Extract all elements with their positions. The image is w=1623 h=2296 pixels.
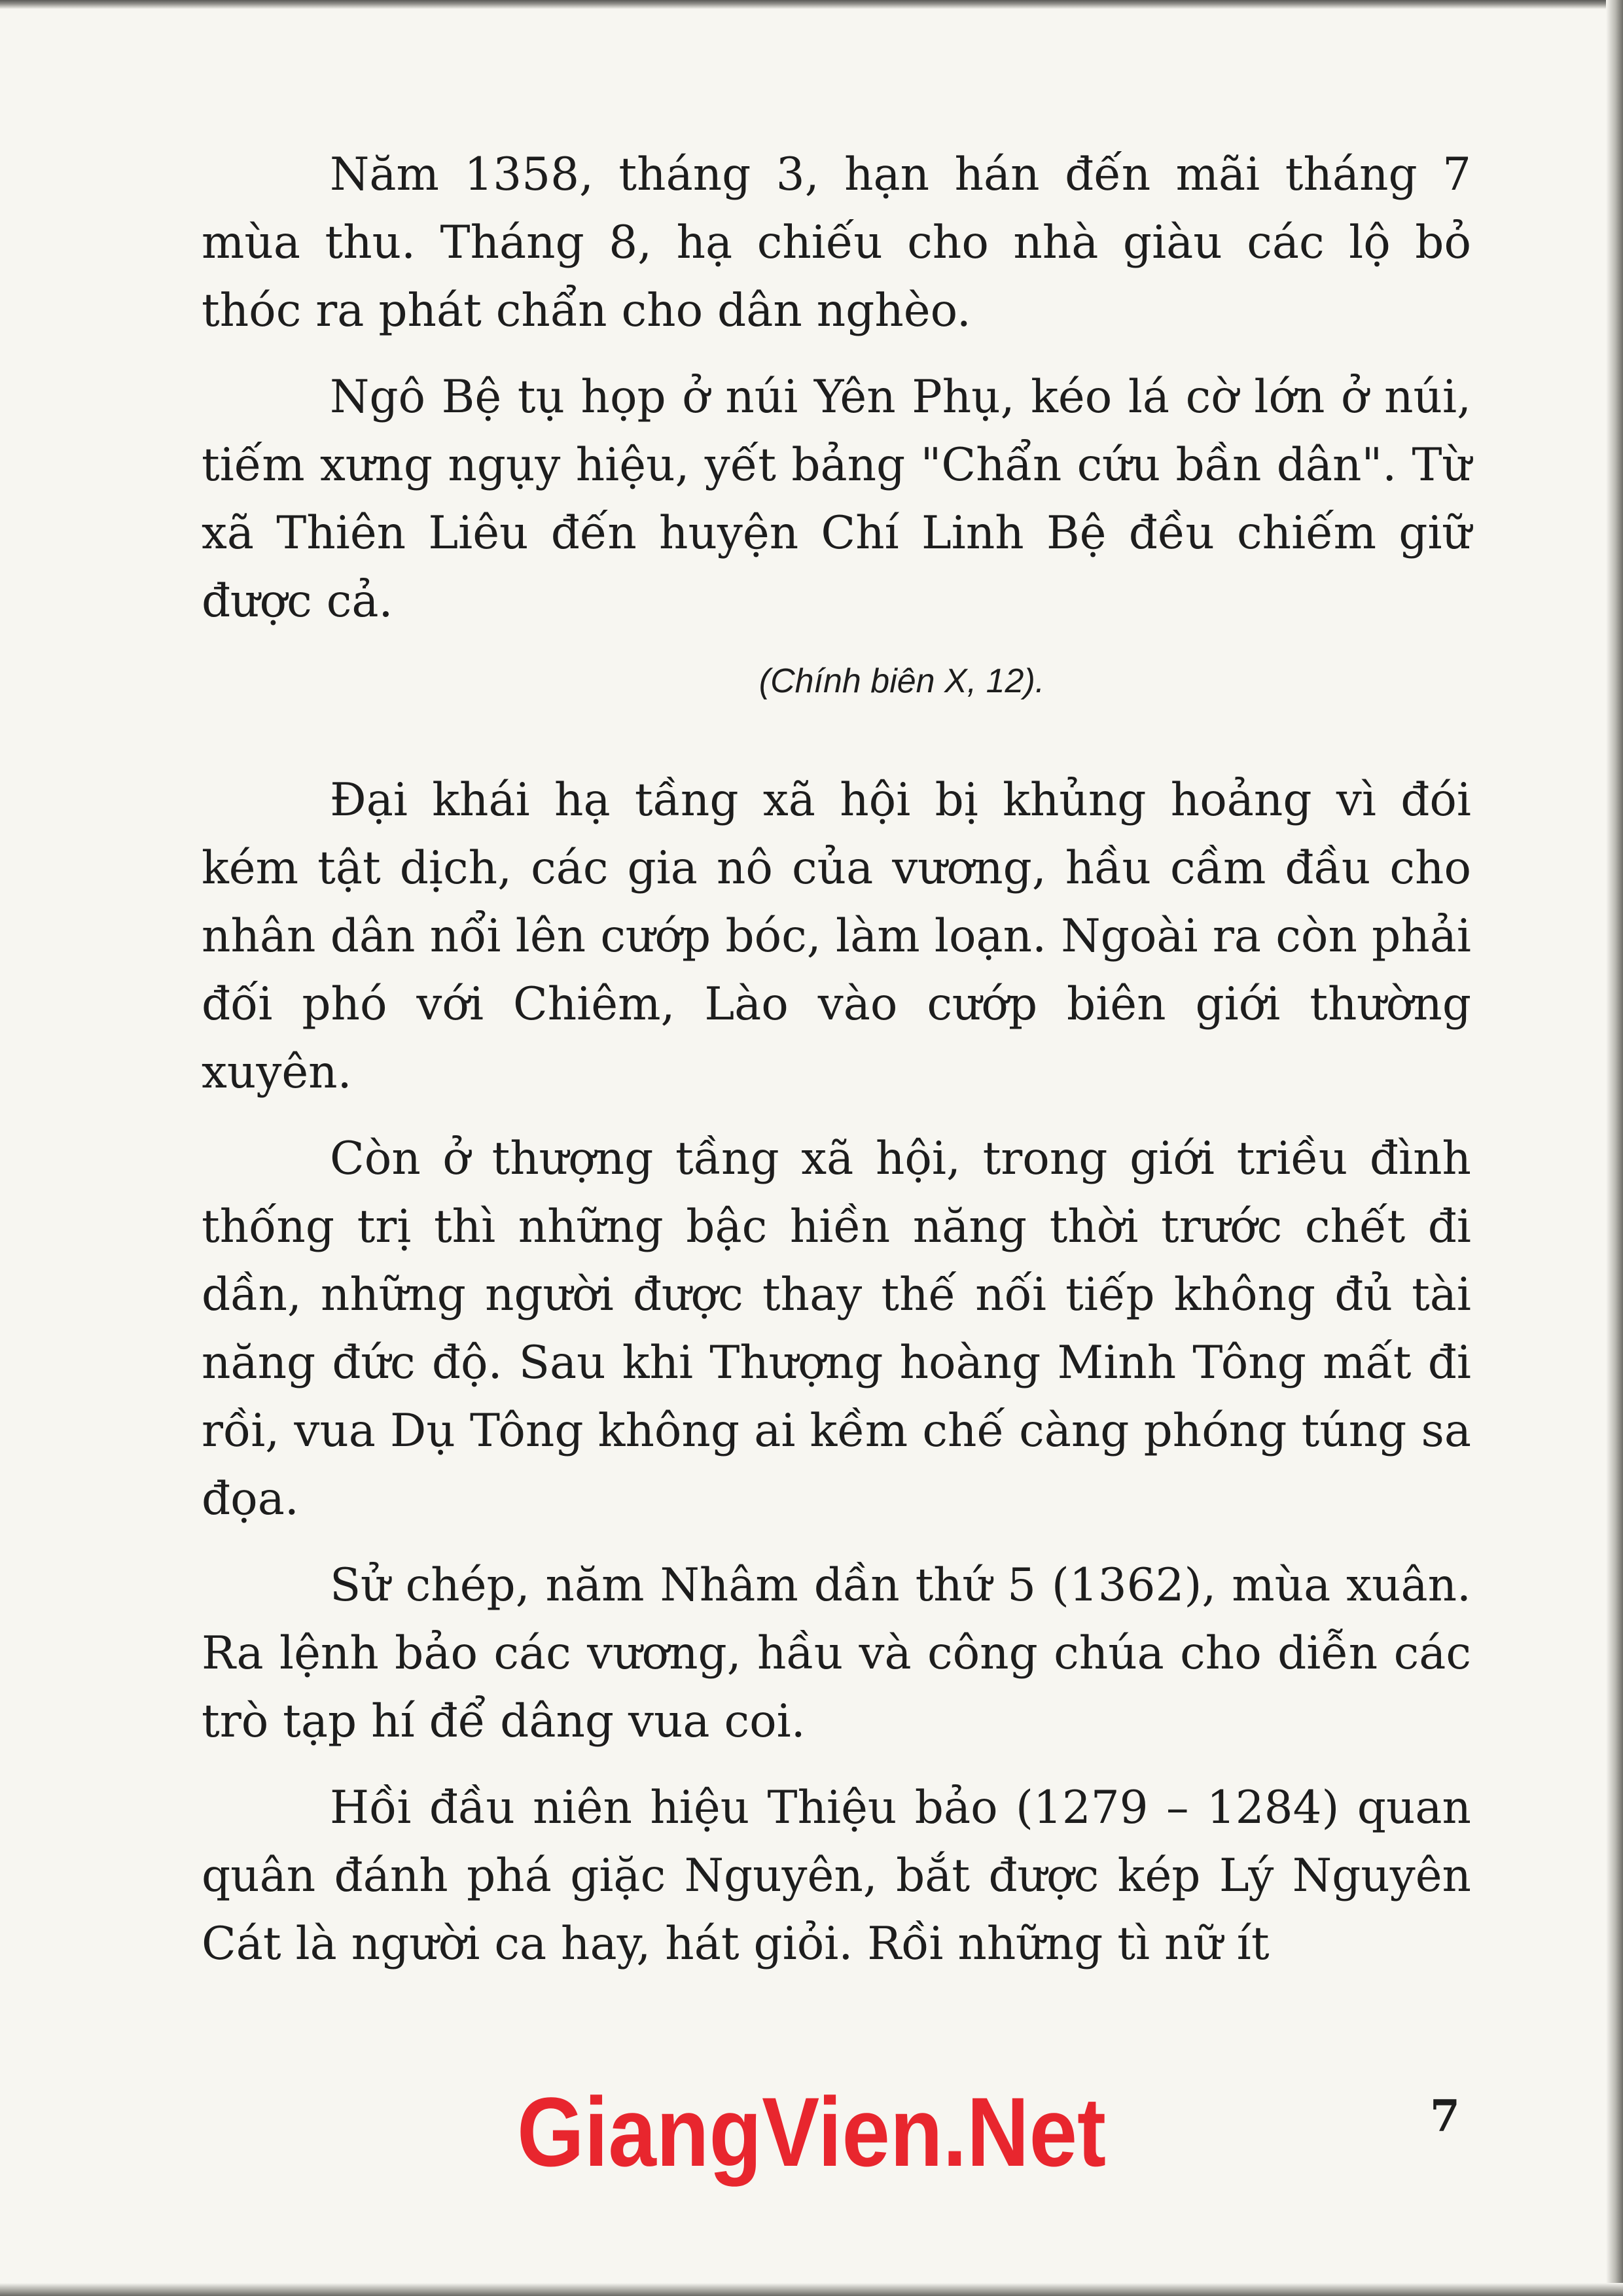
watermark-text: GiangVien.Net [517, 2077, 1106, 2187]
paragraph-3: Đại khái hạ tầng xã hội bị khủng hoảng vì đói kém tật dịch, các gia nô của vương, hầu cầm đầu cho nhân dân nổi lên cướp bóc, làm loạn. Ngoài ra còn phải đối phó với Chiêm, Lào vào cướp biên giới thường xuyên. [202, 774, 1471, 1099]
paragraph-6: Hồi đầu niên hiệu Thiệu bảo (1279 – 1284) quan quân đánh phá giặc Nguyên, bắt được kép Lý Nguyên Cát là người ca hay, hát giỏi. Rồi những tì nữ ít [202, 1782, 1471, 1970]
paragraph-2: Ngô Bệ tụ họp ở núi Yên Phụ, kéo lá cờ lớn ở núi, tiếm xưng ngụy hiệu, yết bảng "Chẩn cứu bần dân". Từ xã Thiên Liêu đến huyện Chí Linh Bệ đều chiếm giữ được cả. [202, 371, 1471, 627]
watermark-logo [497, 2068, 1126, 2199]
scan-right-edge [1606, 0, 1623, 2296]
paragraph-5: Sử chép, năm Nhâm dần thứ 5 (1362), mùa xuân. Ra lệnh bảo các vương, hầu và công chúa cho diễn các trò tạp hí để dâng vua coi. [202, 1559, 1471, 1748]
page-number: 7 [1430, 2091, 1460, 2142]
scan-top-edge [0, 0, 1623, 9]
citation: (Chính biên X, 12). [758, 662, 1045, 700]
page-body [202, 141, 1471, 1996]
paragraph-4: Còn ở thượng tầng xã hội, trong giới triều đình thống trị thì những bậc hiền năng thời trước chết đi dần, những người được thay thế nối tiếp không đủ tài năng đức độ. Sau khi Thượng hoàng Minh Tông mất đi rồi, vua Dụ Tông không ai kềm chế càng phóng túng sa đọa. [202, 1133, 1471, 1525]
scan-bottom-edge [0, 2283, 1623, 2296]
paragraph-1: Năm 1358, tháng 3, hạn hán đến mãi tháng 7 mùa thu. Tháng 8, hạ chiếu cho nhà giàu các lộ bỏ thóc ra phát chẩn cho dân nghèo. [202, 149, 1471, 337]
